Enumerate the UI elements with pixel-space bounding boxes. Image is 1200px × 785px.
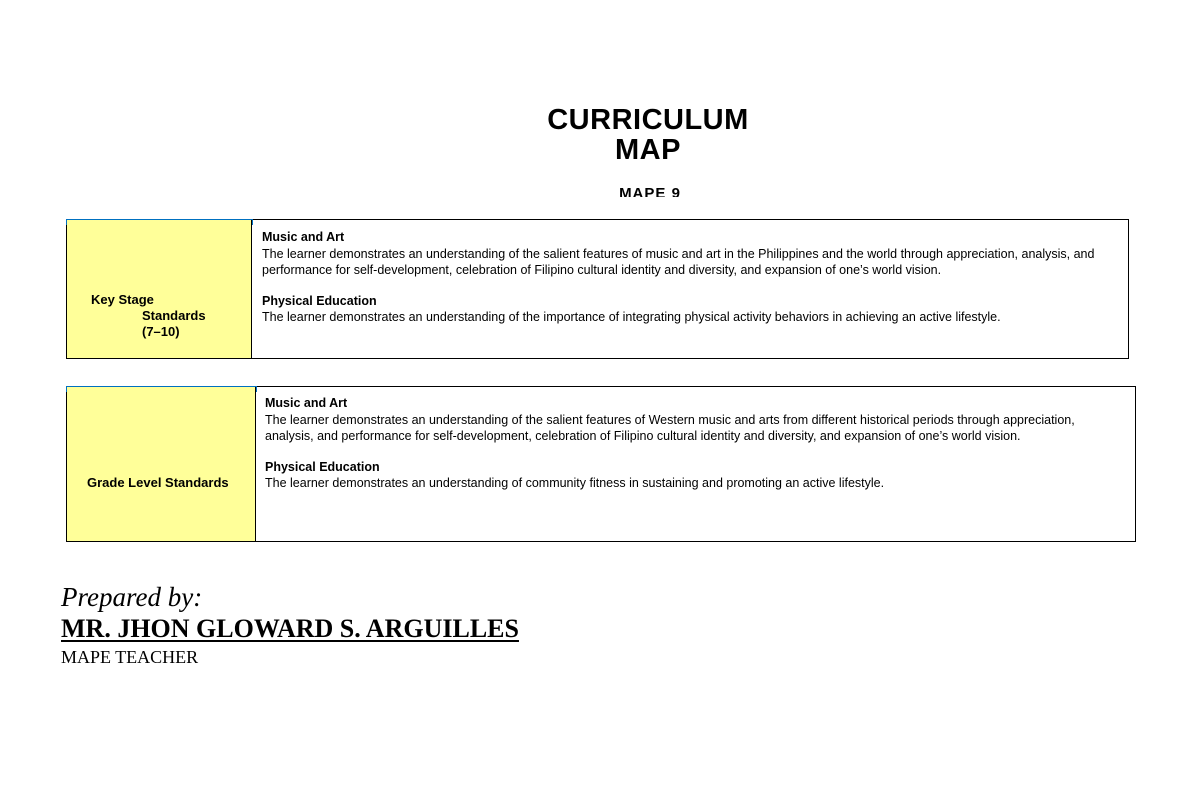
key-stage-label-line-1: Key Stage: [91, 292, 154, 307]
key-stage-pe-heading: Physical Education: [262, 293, 377, 308]
grade-level-pe-heading: Physical Education: [265, 459, 380, 474]
title-line-2: MAP: [615, 134, 681, 166]
grade-level-standards-table: [66, 386, 1136, 542]
grade-level-content-cell: [256, 387, 1135, 541]
title-line-1: CURRICULUM: [547, 104, 749, 136]
key-stage-label-line-3: (7–10): [142, 324, 180, 339]
teacher-name: MR. JHON GLOWARD S. ARGUILLES: [61, 614, 519, 643]
grade-level-music-art-text: The learner demonstrates an understanding of the salient features of Western music and arts from different historical periods through appreciation, analysis, and performance for self-development, celebration of Filipino cultural identity and diversity, and expansion of one’s world vision.: [265, 412, 1075, 443]
document-title: [0, 105, 1200, 165]
subject-text: MAPE 9: [619, 185, 681, 197]
prepared-by-label: Prepared by:: [61, 582, 203, 612]
grade-level-label: Grade Level Standards: [87, 475, 229, 490]
grade-level-pe-text: The learner demonstrates an understanding of community fitness in sustaining and promoting an active lifestyle.: [265, 476, 885, 490]
grade-level-label-cell: [67, 387, 256, 541]
key-stage-music-art-heading: Music and Art: [262, 230, 345, 244]
subject-heading: [560, 184, 740, 197]
key-stage-pe-text: The learner demonstrates an understanding of the importance of integrating physical activity behaviors in achieving an active lifestyle.: [262, 310, 1001, 324]
key-stage-label-line-2: Standards: [142, 308, 206, 323]
key-stage-standards-table: [66, 219, 1129, 359]
teacher-role: MAPE TEACHER: [61, 647, 199, 667]
key-stage-label-cell: [67, 220, 252, 358]
key-stage-content-cell: [252, 220, 1128, 358]
key-stage-music-art-text: The learner demonstrates an understanding of the salient features of music and art in the Philippines and the world through appreciation, analysis, and performance for self-development, celebration of Filipino cultural identity and diversity, and expansion of one’s world vision.: [262, 246, 1095, 277]
grade-level-music-art-heading: Music and Art: [265, 396, 348, 410]
